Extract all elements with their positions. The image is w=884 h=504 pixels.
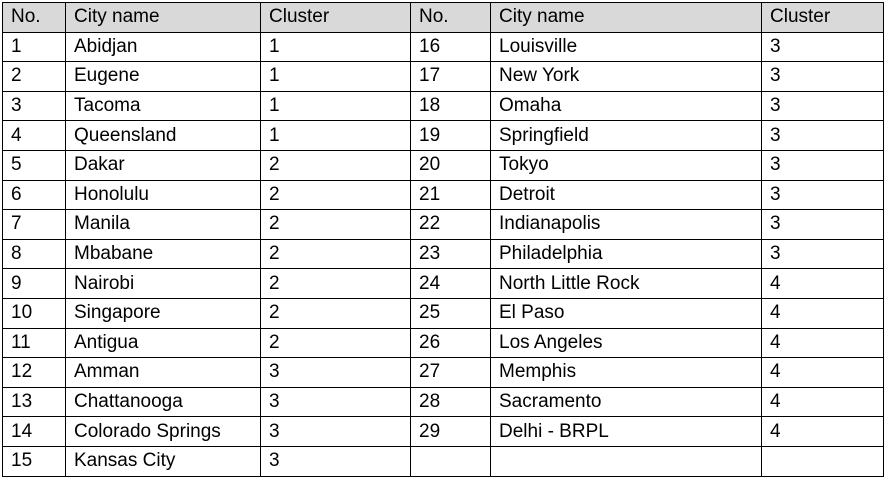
cell-city-name-right: Memphis <box>491 358 762 388</box>
table-row <box>3 121 884 151</box>
cell-no-left: 8 <box>3 239 66 269</box>
table-row <box>3 91 884 121</box>
cell-city-name-right: El Paso <box>491 298 762 328</box>
cell-city-name-left: Manila <box>66 210 261 240</box>
cell-no-right: 24 <box>411 269 491 299</box>
cell-cluster-right: 4 <box>762 358 884 388</box>
cell-cluster-left: 3 <box>261 417 411 447</box>
cell-no-right <box>411 446 491 476</box>
cell-city-name-right: New York <box>491 62 762 92</box>
cell-city-name-left: Abidjan <box>66 32 261 62</box>
table-row <box>3 150 884 180</box>
table-row <box>3 446 884 476</box>
cell-no-left: 12 <box>3 358 66 388</box>
cell-no-right: 19 <box>411 121 491 151</box>
cell-cluster-right: 3 <box>762 239 884 269</box>
cell-cluster-right: 3 <box>762 62 884 92</box>
table-row <box>3 269 884 299</box>
cell-city-name-right: Sacramento <box>491 387 762 417</box>
cell-cluster-right: 4 <box>762 387 884 417</box>
cell-no-right: 23 <box>411 239 491 269</box>
cell-no-right: 29 <box>411 417 491 447</box>
cell-cluster-right: 4 <box>762 269 884 299</box>
table-row <box>3 180 884 210</box>
header-cluster-left: Cluster <box>261 3 411 33</box>
cell-cluster-left: 3 <box>261 358 411 388</box>
cell-cluster-right: 3 <box>762 121 884 151</box>
cell-cluster-left: 3 <box>261 387 411 417</box>
cell-no-right: 21 <box>411 180 491 210</box>
cell-no-left: 10 <box>3 298 66 328</box>
cell-no-right: 20 <box>411 150 491 180</box>
cell-city-name-left: Honolulu <box>66 180 261 210</box>
cell-no-right: 25 <box>411 298 491 328</box>
cell-city-name-right: Delhi - BRPL <box>491 417 762 447</box>
cell-city-name-right: Omaha <box>491 91 762 121</box>
cell-cluster-right: 4 <box>762 328 884 358</box>
cell-no-left: 4 <box>3 121 66 151</box>
cell-cluster-right: 3 <box>762 32 884 62</box>
cell-no-left: 9 <box>3 269 66 299</box>
cell-no-left: 14 <box>3 417 66 447</box>
table-row <box>3 358 884 388</box>
cell-cluster-left: 3 <box>261 446 411 476</box>
cell-city-name-right: Springfield <box>491 121 762 151</box>
header-no-right: No. <box>411 3 491 33</box>
cell-city-name-left: Antigua <box>66 328 261 358</box>
cell-city-name-right: Louisville <box>491 32 762 62</box>
cell-cluster-left: 2 <box>261 239 411 269</box>
cell-no-right: 16 <box>411 32 491 62</box>
cell-no-left: 3 <box>3 91 66 121</box>
cell-cluster-right: 4 <box>762 298 884 328</box>
cell-cluster-right: 4 <box>762 417 884 447</box>
cell-cluster-left: 1 <box>261 32 411 62</box>
cell-no-right: 18 <box>411 91 491 121</box>
table-row <box>3 62 884 92</box>
city-cluster-table <box>2 2 884 477</box>
cell-city-name-right: North Little Rock <box>491 269 762 299</box>
cell-no-left: 13 <box>3 387 66 417</box>
cell-cluster-right <box>762 446 884 476</box>
header-row <box>3 3 884 33</box>
cell-no-left: 11 <box>3 328 66 358</box>
cell-city-name-left: Colorado Springs <box>66 417 261 447</box>
cell-city-name-right: Los Angeles <box>491 328 762 358</box>
table-row <box>3 210 884 240</box>
cell-city-name-right: Tokyo <box>491 150 762 180</box>
cell-cluster-right: 3 <box>762 210 884 240</box>
header-city-name-left: City name <box>66 3 261 33</box>
cell-cluster-left: 1 <box>261 62 411 92</box>
cell-city-name-left: Singapore <box>66 298 261 328</box>
cell-no-left: 5 <box>3 150 66 180</box>
table-row <box>3 298 884 328</box>
table-row <box>3 32 884 62</box>
header-city-name-right: City name <box>491 3 762 33</box>
cell-city-name-left: Kansas City <box>66 446 261 476</box>
cell-cluster-left: 2 <box>261 328 411 358</box>
cell-cluster-right: 3 <box>762 91 884 121</box>
cell-no-right: 22 <box>411 210 491 240</box>
cell-no-right: 26 <box>411 328 491 358</box>
cell-city-name-right: Philadelphia <box>491 239 762 269</box>
cell-city-name-left: Mbabane <box>66 239 261 269</box>
cell-no-right: 28 <box>411 387 491 417</box>
cell-no-left: 2 <box>3 62 66 92</box>
cell-city-name-left: Dakar <box>66 150 261 180</box>
cell-city-name-right <box>491 446 762 476</box>
cell-city-name-left: Nairobi <box>66 269 261 299</box>
cell-cluster-left: 2 <box>261 210 411 240</box>
table-row <box>3 328 884 358</box>
table-row <box>3 387 884 417</box>
cell-no-right: 27 <box>411 358 491 388</box>
cell-city-name-left: Amman <box>66 358 261 388</box>
cell-cluster-right: 3 <box>762 180 884 210</box>
cell-city-name-left: Chattanooga <box>66 387 261 417</box>
cell-cluster-left: 2 <box>261 269 411 299</box>
cell-cluster-left: 2 <box>261 180 411 210</box>
cell-city-name-left: Tacoma <box>66 91 261 121</box>
header-no-left: No. <box>3 3 66 33</box>
cell-no-right: 17 <box>411 62 491 92</box>
cell-cluster-right: 3 <box>762 150 884 180</box>
cell-city-name-right: Detroit <box>491 180 762 210</box>
cell-cluster-left: 2 <box>261 298 411 328</box>
cell-cluster-left: 1 <box>261 121 411 151</box>
cell-city-name-left: Queensland <box>66 121 261 151</box>
cell-no-left: 7 <box>3 210 66 240</box>
table-row <box>3 417 884 447</box>
cell-no-left: 15 <box>3 446 66 476</box>
cell-no-left: 6 <box>3 180 66 210</box>
header-cluster-right: Cluster <box>762 3 884 33</box>
table-row <box>3 239 884 269</box>
cell-cluster-left: 2 <box>261 150 411 180</box>
cell-city-name-right: Indianapolis <box>491 210 762 240</box>
cell-cluster-left: 1 <box>261 91 411 121</box>
cell-no-left: 1 <box>3 32 66 62</box>
cell-city-name-left: Eugene <box>66 62 261 92</box>
table-body <box>3 32 884 476</box>
